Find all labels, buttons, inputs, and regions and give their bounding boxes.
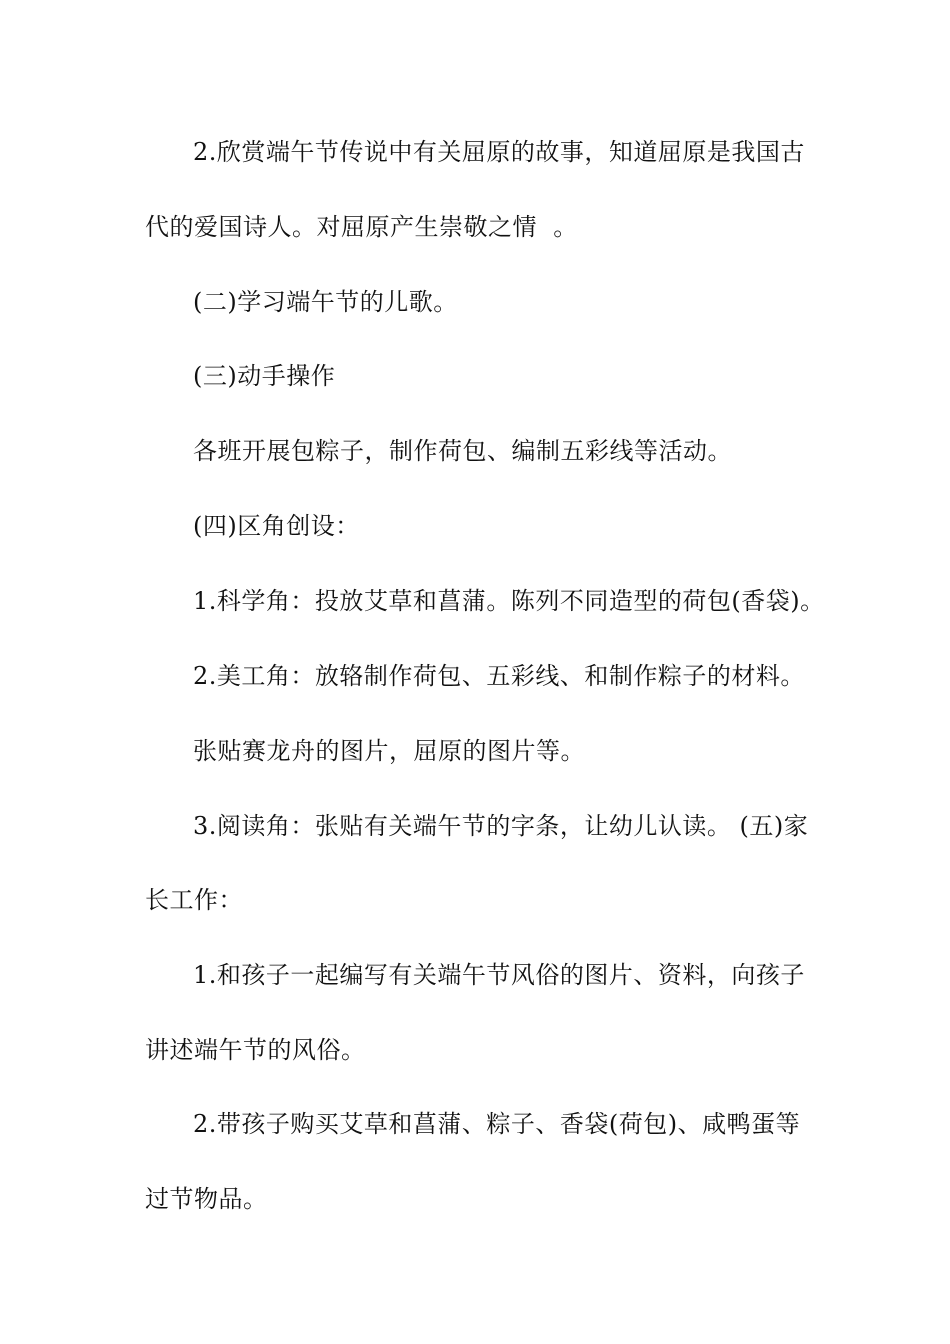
paragraph-line: 各班开展包粽子，制作荷包、编制五彩线等活动。 xyxy=(193,437,732,465)
paragraph-line: 2.带孩子购买艾草和菖蒲、粽子、香袋(荷包)、咸鸭蛋等 xyxy=(193,1110,801,1138)
paragraph-line: 长工作： xyxy=(145,886,243,914)
section-heading: (二)学习端午节的儿歌。 xyxy=(193,288,458,316)
paragraph-line: 代的爱国诗人。对屈原产生崇敬之情 。 xyxy=(145,213,578,241)
paragraph-line: 2.欣赏端午节传说中有关屈原的故事，知道屈原是我国古 xyxy=(193,138,805,166)
paragraph-line: 2.美工角：放辂制作荷包、五彩线、和制作粽子的材料。 xyxy=(193,662,805,690)
paragraph-line: 张贴赛龙舟的图片，屈原的图片等。 xyxy=(193,737,585,765)
paragraph-line: 讲述端午节的风俗。 xyxy=(145,1036,366,1064)
paragraph-line: 3.阅读角：张贴有关端午节的字条，让幼儿认读。 (五)家 xyxy=(193,812,809,840)
paragraph-line: 过节物品。 xyxy=(145,1185,268,1213)
paragraph-line: 1.和孩子一起编写有关端午节风俗的图片、资料，向孩子 xyxy=(193,961,805,989)
section-heading: (四)区角创设： xyxy=(193,512,360,540)
section-heading: (三)动手操作 xyxy=(193,362,336,390)
paragraph-line: 1.科学角：投放艾草和菖蒲。陈列不同造型的荷包(香袋)。 xyxy=(193,587,825,615)
